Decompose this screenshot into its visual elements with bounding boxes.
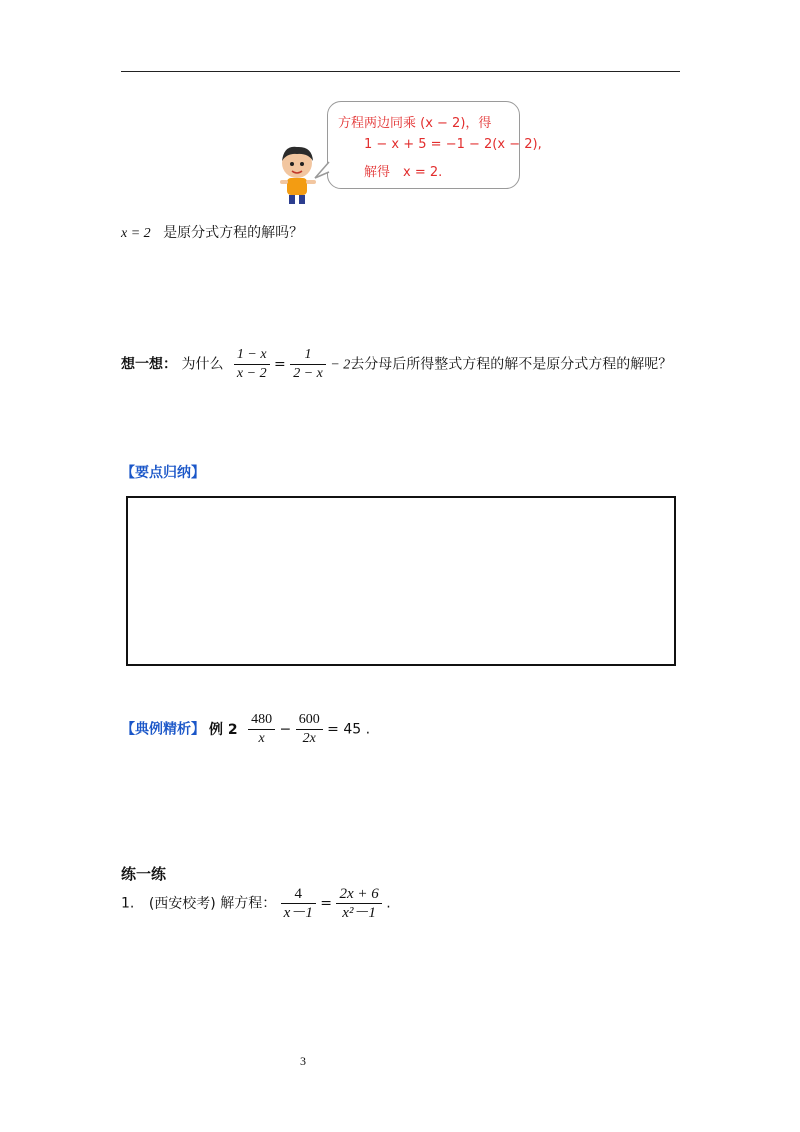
- bubble-line-1: 方程两边同乘 (x − 2)，得: [338, 116, 492, 131]
- example-heading: 【典例精析】: [121, 721, 205, 738]
- think-frac1-num: 1 − x: [236, 347, 267, 362]
- think-text: 去分母后所得整式方程的解不是原分式方程的解呢？: [350, 356, 673, 373]
- think-fraction-1: [234, 346, 270, 383]
- question-line: [121, 222, 303, 242]
- summary-heading: 【要点归纳】: [121, 465, 205, 481]
- practice-source: (西安校考): [148, 895, 216, 912]
- think-frac1-den: x − 2: [234, 364, 270, 383]
- example-line: [121, 711, 370, 748]
- practice-period: .: [386, 895, 391, 912]
- bubble-line-3: 解得 x = 2.: [364, 165, 443, 180]
- example-frac1-num: 480: [251, 712, 273, 727]
- practice-prompt: 解方程：: [220, 895, 277, 912]
- example-fraction-1: [248, 711, 275, 748]
- example-frac1-den: x: [248, 729, 275, 748]
- page-number: 3: [300, 1054, 306, 1068]
- practice-frac2-den: x²－1: [336, 903, 381, 922]
- think-lead: 为什么: [181, 356, 224, 373]
- practice-eq: =: [320, 895, 333, 912]
- question-math: x = 2: [121, 226, 151, 241]
- practice-frac1-num: 4: [294, 886, 302, 902]
- think-label: 想一想：: [121, 356, 177, 373]
- practice-fraction-1: [281, 885, 316, 922]
- header-rule: [121, 71, 680, 72]
- think-frac2-num: 1: [304, 347, 312, 362]
- think-line: [121, 346, 672, 383]
- example-frac2-num: 600: [298, 712, 320, 727]
- bubble-tail: [314, 160, 332, 182]
- example-frac2-den: 2x: [296, 729, 323, 748]
- practice-frac2-num: 2x + 6: [339, 886, 379, 902]
- practice-item: [121, 885, 391, 922]
- example-label: 例 2: [209, 721, 238, 738]
- think-frac2-den: 2 − x: [290, 364, 326, 383]
- practice-fraction-2: [336, 885, 381, 922]
- practice-frac1-den: x－1: [281, 903, 316, 922]
- example-fraction-2: [296, 711, 323, 748]
- example-rhs: = 45: [327, 721, 362, 738]
- question-text: 是原分式方程的解吗？: [163, 225, 304, 241]
- example-minus: −: [279, 721, 292, 738]
- summary-box: [126, 496, 676, 666]
- think-eq: =: [274, 356, 286, 373]
- practice-heading: 练一练: [121, 865, 167, 883]
- speech-bubble: [327, 101, 542, 189]
- think-fraction-2: [290, 346, 326, 383]
- example-period: .: [365, 721, 371, 738]
- practice-item-number: 1.: [121, 895, 135, 912]
- think-tail-op: − 2: [330, 357, 351, 373]
- bubble-line-2: 1 − x + 5 = −1 − 2(x − 2),: [364, 137, 542, 152]
